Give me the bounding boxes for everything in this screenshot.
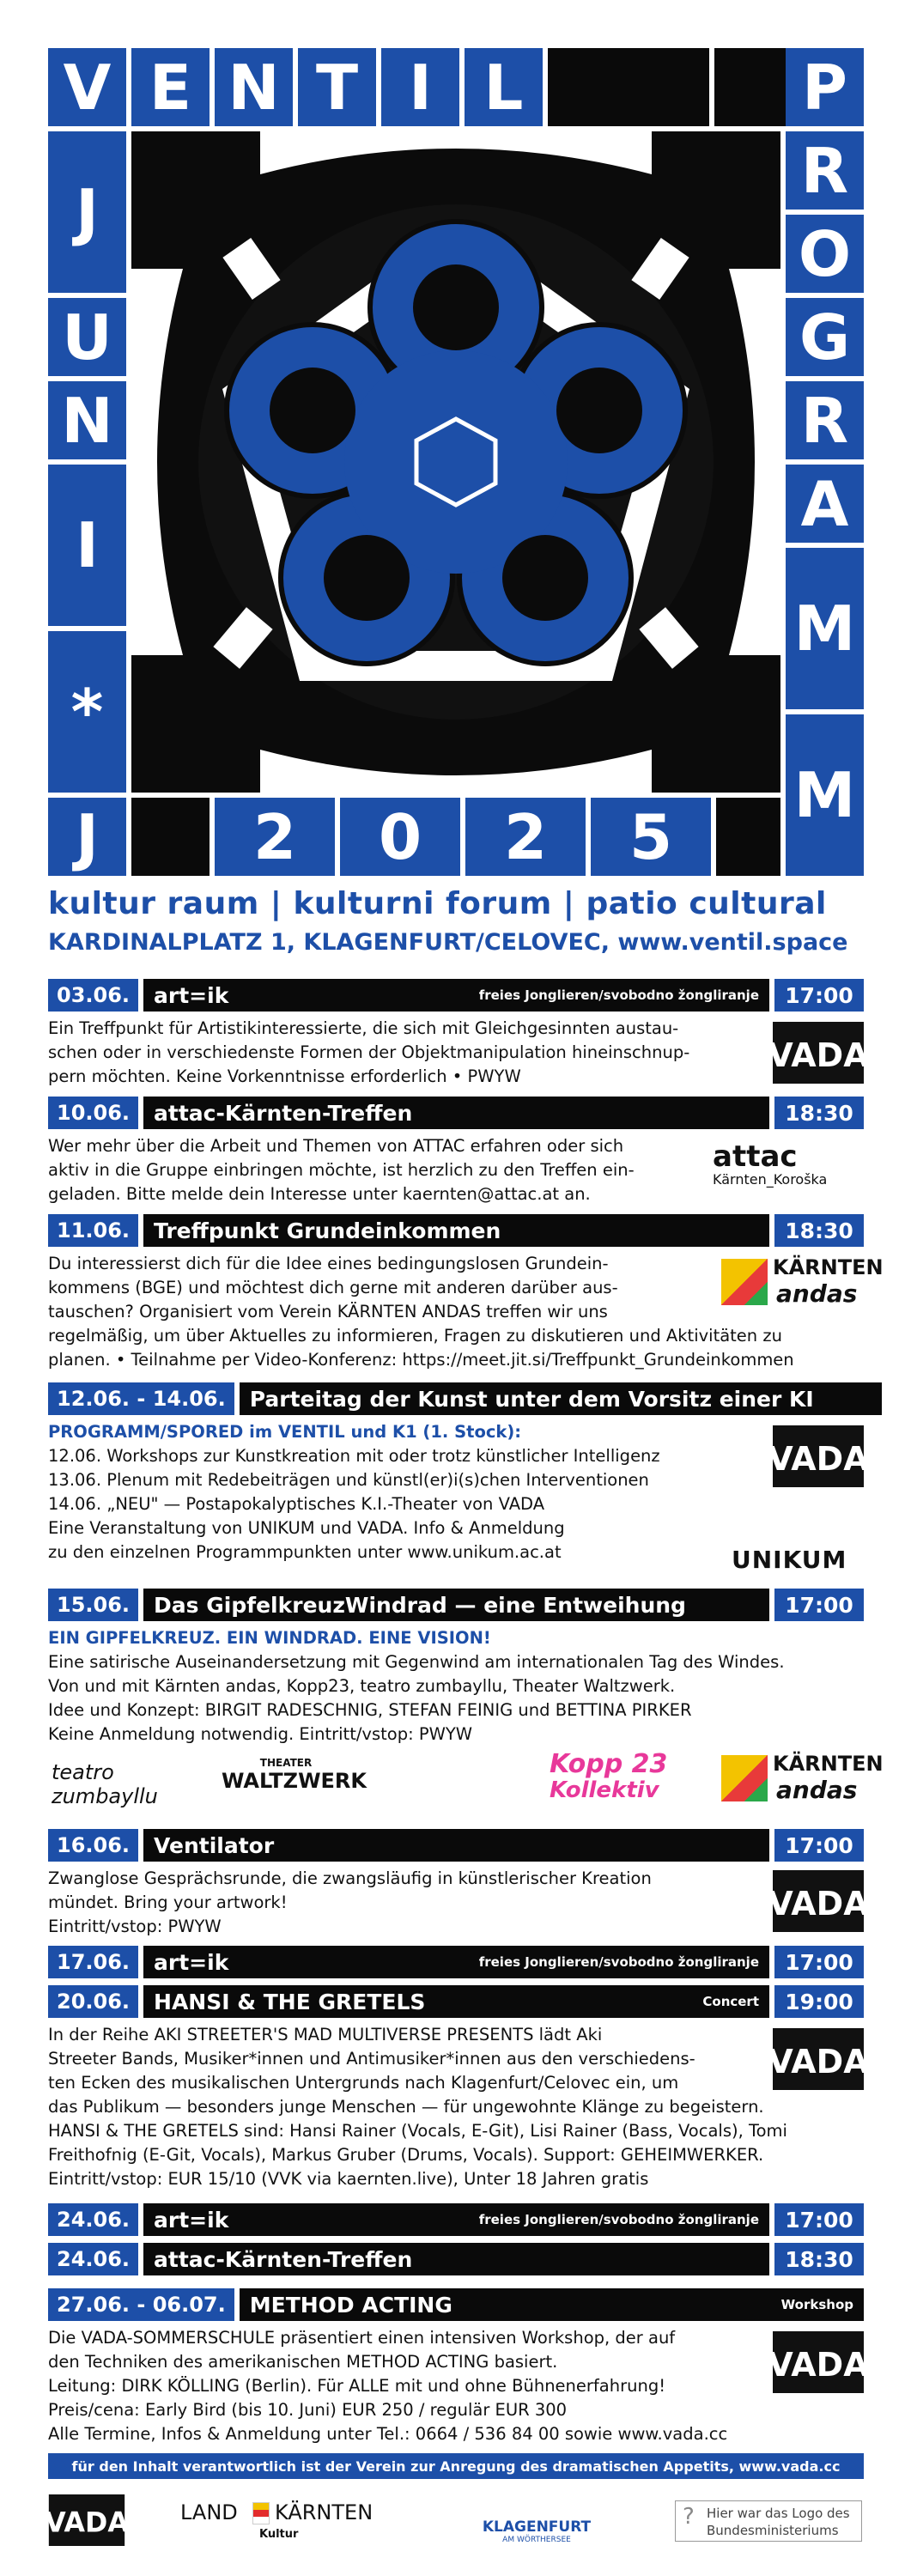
- land-kaernten-logo: [180, 2500, 412, 2552]
- header-letter: R: [786, 131, 864, 210]
- svg-text:VADA: VADA: [48, 2507, 125, 2539]
- teatro-logo: teatro zumbayllu: [52, 1760, 158, 1808]
- event-time: 18:30: [774, 2243, 864, 2275]
- text-line: 13.06. Plenum mit Redebeiträgen und künstl(er)i(s)chen Interventionen: [48, 1470, 649, 1490]
- poster-header: [48, 48, 864, 881]
- waltzwerk-top: THEATER: [259, 1757, 313, 1769]
- text-line: Wer mehr über die Arbeit und Themen von ATTAC erfahren oder sich: [48, 1136, 624, 1156]
- unikum-logo: UNIKUM: [732, 1546, 847, 1574]
- event-title: [143, 979, 769, 1012]
- event-date: 11.06.: [48, 1214, 138, 1247]
- kopp23-logo: [550, 1749, 695, 1803]
- event-description: [48, 1867, 761, 1939]
- text-line: Eintritt/vstop: EUR 15/10 (VVK via kaernten.live), Unter 18 Jahren gratis: [48, 2169, 649, 2189]
- text-line: ten Ecken des musikalischen Untergrunds nach Klagenfurt/Celovec ein, um: [48, 2073, 679, 2093]
- text-line: Freithofnig (E-Git, Vocals), Markus Gruber (Drums, Vocals). Support: GEHEIMWERKER.: [48, 2145, 764, 2165]
- header-letter: E: [131, 48, 210, 126]
- event-title-text: attac-Kärnten-Treffen: [154, 1100, 413, 1126]
- text-line: 14.06. „NEU" — Postapokalyptisches K.I.-Theater von VADA: [48, 1494, 545, 1514]
- event-description: [48, 1626, 864, 1747]
- event-date: 10.06.: [48, 1097, 138, 1129]
- ministry-logo-placeholder: [675, 2500, 862, 2542]
- event-time: 17:00: [774, 1589, 864, 1621]
- event-note: freies Jonglieren/svobodno žongliranje: [478, 1954, 759, 1970]
- event-note: freies Jonglieren/svobodno žongliranje: [478, 987, 759, 1003]
- andas-icon: [721, 1755, 768, 1801]
- text-line: Eintritt/vstop: PWYW: [48, 1917, 222, 1936]
- text-line: EIN GIPFELKREUZ. EIN WINDRAD. EINE VISION!: [48, 1628, 491, 1648]
- vada-logo-text: VADA: [773, 1036, 864, 1074]
- event-title-text: METHOD ACTING: [249, 2292, 452, 2318]
- klagenfurt-sub: AM WÖRTHERSEE: [502, 2536, 571, 2544]
- text-line: HANSI & THE GRETELS sind: Hansi Rainer (Vocals, E-Git), Lisi Rainer (Bass, Vocals), Tomi: [48, 2121, 787, 2141]
- text-line: Von und mit Kärnten andas, Kopp23, teatro zumbayllu, Theater Waltzwerk.: [48, 1676, 676, 1696]
- andas-icon: [721, 1259, 768, 1305]
- event-bar: [48, 1946, 864, 1978]
- event-description: [48, 1420, 752, 1564]
- header-letter: M: [786, 548, 864, 709]
- header-blank: [131, 798, 210, 876]
- text-line: aktiv in die Gruppe einbringen möchte, ist herzlich zu den Treffen ein-: [48, 1160, 635, 1180]
- event-description: [48, 2326, 864, 2446]
- event-title: [143, 1985, 769, 2018]
- vada-logo: [773, 1870, 864, 1932]
- poster-address: KARDINALPLATZ 1, KLAGENFURT/CELOVEC, www.ventil.space: [48, 929, 848, 956]
- event-title-text: art=ik: [154, 1949, 229, 1975]
- event-bar: [48, 1214, 864, 1247]
- event-date: 24.06.: [48, 2203, 138, 2236]
- header-letter: M: [786, 714, 864, 876]
- text-line: Eine Veranstaltung von UNIKUM und VADA. Info & Anmeldung: [48, 1518, 565, 1538]
- vada-logo: [48, 2494, 125, 2546]
- header-letter: L: [465, 48, 543, 126]
- event-date: 15.06.: [48, 1589, 138, 1621]
- header-letter: P: [786, 48, 864, 126]
- andas-logo-line2: andas: [776, 1776, 858, 1804]
- text-line: tauschen? Organisiert vom Verein KÄRNTEN ANDAS treffen wir uns: [48, 1302, 608, 1321]
- header-letter: J: [48, 798, 126, 876]
- event-bar: [48, 1097, 864, 1129]
- event-date: 17.06.: [48, 1946, 138, 1978]
- event-description: [48, 2023, 864, 2191]
- question-icon: ?: [683, 2504, 695, 2530]
- event-date: 20.06.: [48, 1985, 138, 2018]
- event-title: [143, 2203, 769, 2236]
- event-title-text: Parteitag der Kunst unter dem Vorsitz einer KI: [249, 1386, 814, 1412]
- header-letter: A: [786, 465, 864, 543]
- text-line: Idee und Konzept: BIRGIT RADESCHNIG, STEFAN FEINIG und BETTINA PIRKER: [48, 1700, 692, 1720]
- land-logo-line3: Kultur: [259, 2528, 299, 2541]
- klagenfurt-text: KLAGENFURT: [482, 2518, 592, 2536]
- text-line: regelmäßig, um über Aktuelles zu informieren, Fragen zu diskutieren und Aktivitäten zu: [48, 1326, 782, 1346]
- header-letter: V: [48, 48, 126, 126]
- event-time: 18:30: [774, 1097, 864, 1129]
- event-title-text: Das GipfelkreuzWindrad — eine Entweihung: [154, 1592, 686, 1618]
- event-bar: [48, 1829, 864, 1862]
- event-title: [143, 2243, 769, 2275]
- header-blank: [548, 48, 709, 126]
- event-title: [143, 1589, 769, 1621]
- header-letter: U: [48, 298, 126, 376]
- header-blank: [714, 48, 793, 126]
- event-title: [143, 1214, 769, 1247]
- text-line: Eine satirische Auseinandersetzung mit Gegenwind am internationalen Tag des Windes.: [48, 1652, 785, 1672]
- text-line: Leitung: DIRK KÖLLING (Berlin). Für ALLE mit und ohne Bühnenerfahrung!: [48, 2376, 666, 2396]
- text-line: kommens (BGE) und möchtest dich gerne mit anderen darüber aus-: [48, 1278, 618, 1297]
- event-bar: [48, 1589, 864, 1621]
- text-line: den Techniken des amerikanischen METHOD ACTING basiert.: [48, 2352, 558, 2372]
- coat-of-arms-icon: [252, 2502, 270, 2524]
- event-time: 17:00: [774, 1829, 864, 1862]
- text-line: Ein Treffpunkt für Artistikinteressierte, die sich mit Gleichgesinnten austau-: [48, 1018, 679, 1038]
- header-letter: T: [298, 48, 376, 126]
- text-line: 12.06. Workshops zur Kunstkreation mit oder trotz künstlicher Intelligenz: [48, 1446, 660, 1466]
- event-note: Concert: [702, 1994, 759, 2009]
- kopp23-line1: Kopp 23: [550, 1749, 668, 1779]
- event-bar: [48, 979, 864, 1012]
- poster-subtitle: kultur raum | kulturni forum | patio cultural: [48, 886, 827, 921]
- ministry-line1: Hier war das Logo des: [707, 2506, 850, 2521]
- header-digit: 5: [591, 798, 711, 876]
- header-letter: *: [48, 631, 126, 793]
- header-digit: 2: [465, 798, 586, 876]
- footer-imprint: für den Inhalt verantwortlich ist der Verein zur Anregung des dramatischen Appetits, www.vada.cc: [48, 2453, 864, 2479]
- header-letter: O: [786, 215, 864, 293]
- land-logo-line1: LAND: [180, 2500, 238, 2524]
- event-time: 17:00: [774, 979, 864, 1012]
- event-bar: [48, 2288, 864, 2321]
- event-title-text: HANSI & THE GRETELS: [154, 1989, 426, 2014]
- vada-logo: [773, 2028, 864, 2090]
- event-title: [143, 1829, 769, 1862]
- kaernten-andas-logo: [721, 1255, 884, 1315]
- text-line: schen oder in verschiedenste Formen der Objektmanipulation hineinschnup-: [48, 1042, 690, 1062]
- header-letter: N: [48, 381, 126, 459]
- event-title: [143, 1946, 769, 1978]
- event-note: freies Jonglieren/svobodno žongliranje: [478, 2212, 759, 2227]
- event-date: 27.06. - 06.07.: [48, 2288, 234, 2321]
- header-digit: 0: [340, 798, 460, 876]
- vada-logo: [773, 2331, 864, 2393]
- text-line: zu den einzelnen Programmpunkten unter www.unikum.ac.at: [48, 1542, 562, 1562]
- header-letter: R: [786, 381, 864, 459]
- text-line: Alle Termine, Infos & Anmeldung unter Tel.: 0664 / 536 84 00 sowie www.vada.cc: [48, 2424, 728, 2444]
- valve-illustration: [131, 131, 780, 793]
- text-line: Die VADA-SOMMERSCHULE präsentiert einen intensiven Workshop, der auf: [48, 2328, 676, 2348]
- event-title-text: art=ik: [154, 2207, 229, 2233]
- attac-logo-text: attac: [713, 1139, 798, 1174]
- header-letter: J: [48, 131, 126, 293]
- kaernten-andas-logo: [721, 1752, 884, 1812]
- event-time: 18:30: [774, 1214, 864, 1247]
- event-title-text: art=ik: [154, 982, 229, 1008]
- text-line: geladen. Bitte melde dein Interesse unter kaernten@attac.at an.: [48, 1184, 591, 1204]
- event-time: 19:00: [774, 1985, 864, 2018]
- event-bar: [48, 1382, 864, 1415]
- kopp23-line2: Kollektiv: [550, 1777, 659, 1803]
- waltzwerk-logo: [222, 1757, 367, 1793]
- event-title: [143, 1097, 769, 1129]
- vada-logo: [773, 1022, 864, 1084]
- event-description: [48, 1017, 761, 1089]
- header-letter: G: [786, 298, 864, 376]
- header-letter: N: [215, 48, 293, 126]
- header-digit: 2: [215, 798, 335, 876]
- svg-text:VADA: VADA: [773, 1885, 864, 1923]
- text-line: Keine Anmeldung notwendig. Eintritt/vstop: PWYW: [48, 1724, 473, 1744]
- event-time: 17:00: [774, 2203, 864, 2236]
- valve-graphic: [131, 131, 780, 793]
- event-bar: [48, 1985, 864, 2018]
- vada-logo: [773, 1425, 864, 1487]
- event-title: [240, 2288, 864, 2321]
- header-letter: I: [48, 465, 126, 626]
- text-line: PROGRAMM/SPORED im VENTIL und K1 (1. Stock):: [48, 1422, 522, 1442]
- attac-logo-sub: Kärnten_Koroška: [713, 1171, 828, 1188]
- text-line: Preis/cena: Early Bird (bis 10. Juni) EUR 250 / regulär EUR 300: [48, 2400, 568, 2420]
- text-line: Streeter Bands, Musiker*innen und Antimusiker*innen aus den verschiedens-: [48, 2049, 695, 2069]
- event-note: Workshop: [780, 2297, 853, 2312]
- waltzwerk-text: WALTZWERK: [222, 1769, 367, 1793]
- svg-text:VADA: VADA: [773, 2043, 864, 2081]
- text-line: Du interessierst dich für die Idee eines bedingungslosen Grundein-: [48, 1254, 609, 1273]
- event-date: 24.06.: [48, 2243, 138, 2275]
- event-date: 16.06.: [48, 1829, 138, 1862]
- event-date: 03.06.: [48, 979, 138, 1012]
- attac-logo: [713, 1139, 864, 1202]
- event-title-text: Treffpunkt Grundeinkommen: [154, 1218, 501, 1243]
- event-bar: [48, 2243, 864, 2275]
- svg-text:VADA: VADA: [773, 2346, 864, 2384]
- ministry-line2: Bundesministeriums: [707, 2523, 839, 2538]
- text-line: mündet. Bring your artwork!: [48, 1893, 288, 1912]
- land-logo-line2: KÄRNTEN: [275, 2500, 374, 2524]
- text-line: In der Reihe AKI STREETER'S MAD MULTIVERSE PRESENTS lädt Aki: [48, 2025, 603, 2044]
- event-title: [240, 1382, 882, 1415]
- text-line: pern möchten. Keine Vorkenntnisse erforderlich • PWYW: [48, 1066, 521, 1086]
- andas-logo-line1: KÄRNTEN: [773, 1752, 884, 1776]
- event-title-text: attac-Kärnten-Treffen: [154, 2246, 413, 2272]
- text-line: Zwanglose Gesprächsrunde, die zwangsläufig in künstlerischer Kreation: [48, 1868, 652, 1888]
- klagenfurt-logo: [477, 2503, 597, 2544]
- event-date: 12.06. - 14.06.: [48, 1382, 234, 1415]
- header-blank: [716, 798, 780, 876]
- andas-logo-line2: andas: [776, 1279, 858, 1308]
- text-line: das Publikum — besonders junge Menschen — für ungewohnte Klänge zu begeistern.: [48, 2097, 764, 2117]
- event-time: 17:00: [774, 1946, 864, 1978]
- event-title-text: Ventilator: [154, 1832, 275, 1858]
- event-description: [48, 1134, 735, 1206]
- header-letter: I: [381, 48, 459, 126]
- svg-text:VADA: VADA: [773, 1440, 864, 1478]
- text-line: planen. • Teilnahme per Video-Konferenz: https://meet.jit.si/Treffpunkt_Grundeinkommen: [48, 1350, 794, 1370]
- event-bar: [48, 2203, 864, 2236]
- andas-logo-line1: KÄRNTEN: [773, 1255, 884, 1279]
